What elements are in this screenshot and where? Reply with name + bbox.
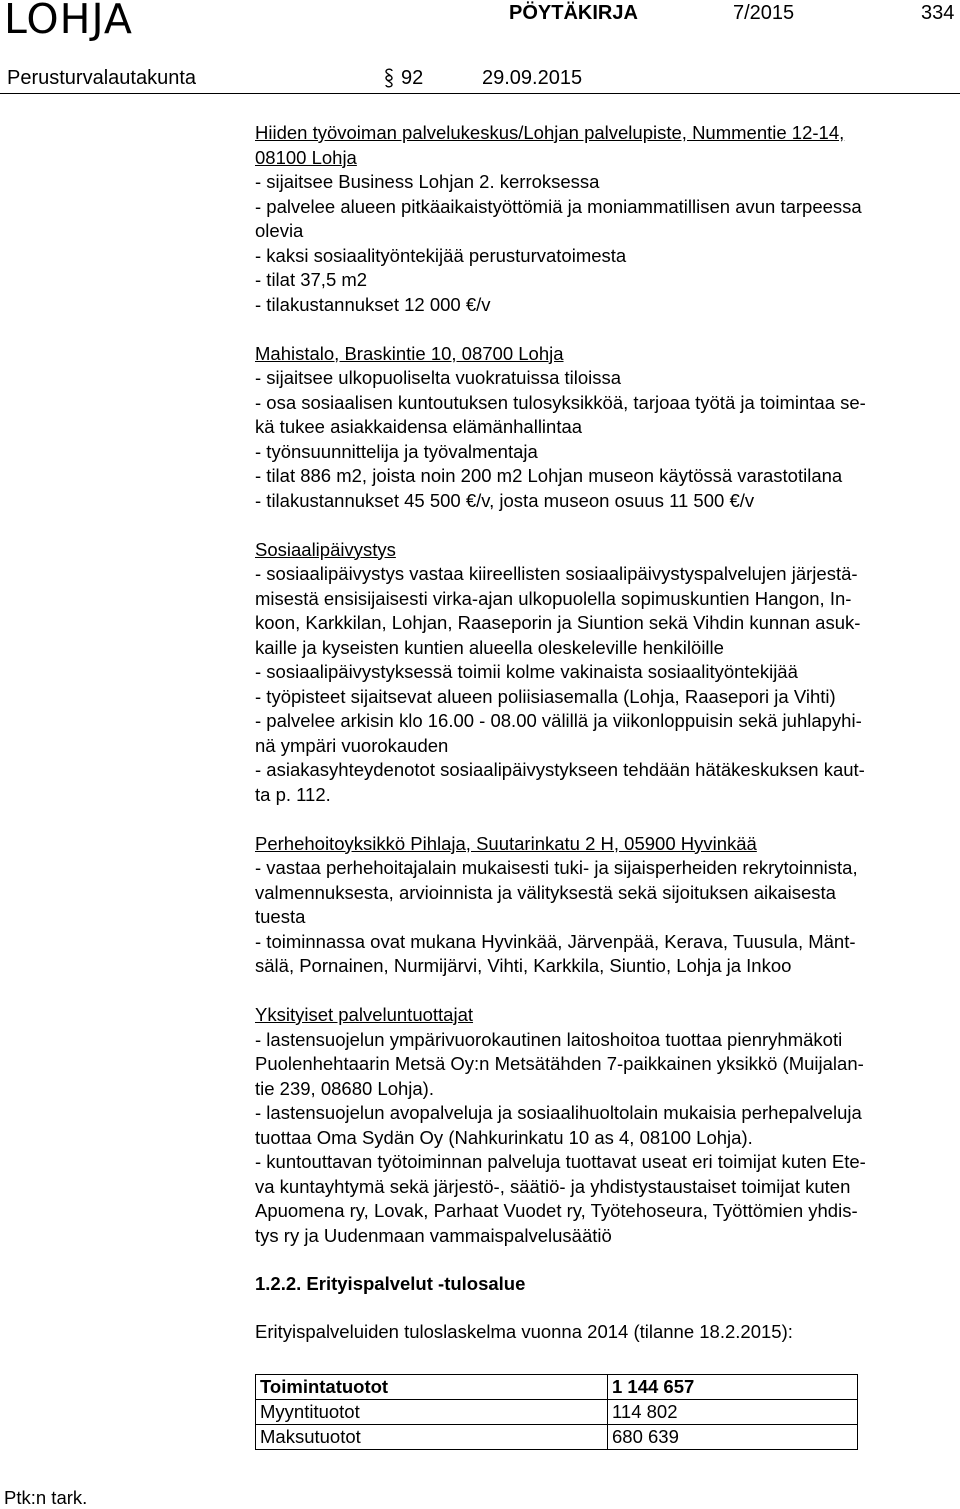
text-line: Puolenhehtaarin Metsä Oy:n Metsätähden 7-paikkainen yksikkö (Muijalan- <box>255 1053 864 1074</box>
subheading-line: Yksityiset palveluntuottajat <box>255 1004 474 1025</box>
income-statement-intro: Erityispalveluiden tuloslaskelma vuonna 2014 (tilanne 18.2.2015): <box>255 1321 793 1342</box>
text-line: tuottaa Oma Sydän Oy (Nahkurinkatu 10 as 4, 08100 Lohja). <box>255 1126 753 1148</box>
subheading-line: Sosiaalipäivystys <box>255 538 396 560</box>
meeting-date: 29.09.2015 <box>482 67 583 89</box>
text-line: - työpisteet sijaitsevat alueen poliisiasemalla (Lohja, Raasepori ja Vihti) <box>255 685 836 707</box>
text-line: tys ry ja Uudenmaan vammaispalvelusäätiö <box>255 1224 612 1246</box>
subheading-line: Hiiden työvoiman palvelukeskus/Lohjan palvelupiste, Nummentie 12-14, <box>255 122 845 143</box>
text-line: - sosiaalipäivystys vastaa kiireellisten sosiaalipäivystyspalvelujen järjestä- <box>255 563 858 584</box>
text-line: - tilat 37,5 m2 <box>255 269 368 290</box>
board-name: Perusturvalautakunta <box>7 67 197 89</box>
table-row <box>256 1375 858 1400</box>
text-line: - työnsuunnittelija ja työvalmentaja <box>255 440 538 462</box>
text-line: - kaksi sosiaalityöntekijää perusturvatoimesta <box>255 244 627 266</box>
row-label: Maksutuotot <box>256 1425 608 1450</box>
section-number: 92 <box>401 67 424 89</box>
text-line: - tilakustannukset 12 000 €/v <box>255 293 491 315</box>
blank-line <box>255 979 955 1004</box>
text-line: sälä, Pornainen, Nurmijärvi, Vihti, Karkkila, Siuntio, Lohja ja Inkoo <box>255 955 792 976</box>
text-line: - palvelee alueen pitkäaikaistyöttömiä ja moniammatillisen avun tarpeessa <box>255 195 862 217</box>
table-row <box>256 1425 858 1450</box>
section-heading: 1.2.2. Erityispalvelut -tulosalue <box>255 1273 526 1294</box>
text-line: - asiakasyhteydenotot sosiaalipäivystykseen tehdään hätäkeskuksen kaut- <box>255 759 865 780</box>
text-line: - lastensuojelun ympärivuorokautinen laitoshoitoa tuottaa pienryhmäkoti <box>255 1028 843 1050</box>
row-label: Toimintatuotot <box>256 1375 608 1400</box>
text-line: - vastaa perhehoitajalain mukaisesti tuki- ja sijaisperheiden rekrytoinnista, <box>255 857 858 878</box>
text-line: kaille ja kyseisten kuntien alueella oleskeleville henkilöille <box>255 636 724 658</box>
text-line: koon, Karkkilan, Lohjan, Raaseporin ja Siuntion sekä Vihdin kunnan asuk- <box>255 612 861 633</box>
text-line: - osa sosiaalisen kuntoutuksen tulosyksikköä, tarjoaa työtä ja toimintaa se- <box>255 391 866 413</box>
page-number: 334 <box>921 2 955 24</box>
text-line: ta p. 112. <box>255 783 331 805</box>
text-line: nä ympäri vuorokauden <box>255 734 449 756</box>
header-rule <box>0 93 960 94</box>
footer-initials-label: Ptk:n tark. <box>4 1487 88 1508</box>
text-line: - sosiaalipäivystyksessä toimii kolme vakinaista sosiaalityöntekijää <box>255 661 798 682</box>
income-statement-table <box>255 1374 858 1450</box>
subheading-line: 08100 Lohja <box>255 146 357 168</box>
logo: LOHJA <box>4 0 133 43</box>
text-line: - sijaitsee Business Lohjan 2. kerroksessa <box>255 171 600 192</box>
table-row <box>256 1400 858 1425</box>
text-line: - kuntouttavan työtoiminnan palveluja tuottavat useat eri toimijat kuten Ete- <box>255 1151 866 1172</box>
text-line: valmennuksesta, arvioinnista ja välityksestä sekä sijoituksen aikaisesta <box>255 881 836 903</box>
text-line: - lastensuojelun avopalveluja ja sosiaalihuoltolain mukaisia perhepalveluja <box>255 1102 862 1123</box>
text-line: - toiminnassa ovat mukana Hyvinkää, Järvenpää, Kerava, Tuusula, Mänt- <box>255 930 856 952</box>
section-sign-icon <box>383 67 395 89</box>
text-line: tuesta <box>255 906 306 927</box>
text-line: olevia <box>255 220 304 241</box>
text-line: - sijaitsee ulkopuoliselta vuokratuissa tiloissa <box>255 367 622 388</box>
document-number: 7/2015 <box>733 2 795 24</box>
text-line: - tilakustannukset 45 500 €/v, josta museon osuus 11 500 €/v <box>255 489 755 511</box>
text-line: - palvelee arkisin klo 16.00 - 08.00 välillä ja viikonloppuisin sekä juhlapyhi- <box>255 710 862 731</box>
row-value: 680 639 <box>608 1425 858 1450</box>
document-body <box>255 121 955 1248</box>
subheading-line: Mahistalo, Braskintie 10, 08700 Lohja <box>255 342 564 364</box>
text-line: misestä ensisijaisesti virka-ajan ulkopuolella sopimuskuntien Hangon, In- <box>255 587 852 609</box>
text-line: kä tukee asiakkaidensa elämänhallintaa <box>255 416 583 437</box>
blank-line <box>255 513 955 538</box>
blank-line <box>255 317 955 342</box>
row-label: Myyntituotot <box>256 1400 608 1425</box>
subheading-line: Perhehoitoyksikkö Pihlaja, Suutarinkatu 2 H, 05900 Hyvinkää <box>255 832 757 854</box>
text-line: Apuomena ry, Lovak, Parhaat Vuodet ry, Työtehoseura, Työttömien yhdis- <box>255 1200 858 1221</box>
blank-line <box>255 807 955 832</box>
text-line: va kuntayhtymä sekä järjestö-, säätiö- ja yhdistystaustaiset toimijat kuten <box>255 1175 851 1197</box>
document-type: PÖYTÄKIRJA <box>509 2 638 24</box>
text-line: tie 239, 08680 Lohja). <box>255 1077 434 1099</box>
row-value: 1 144 657 <box>608 1375 858 1400</box>
row-value: 114 802 <box>608 1400 858 1425</box>
text-line: - tilat 886 m2, joista noin 200 m2 Lohjan museon käytössä varastotilana <box>255 465 843 486</box>
